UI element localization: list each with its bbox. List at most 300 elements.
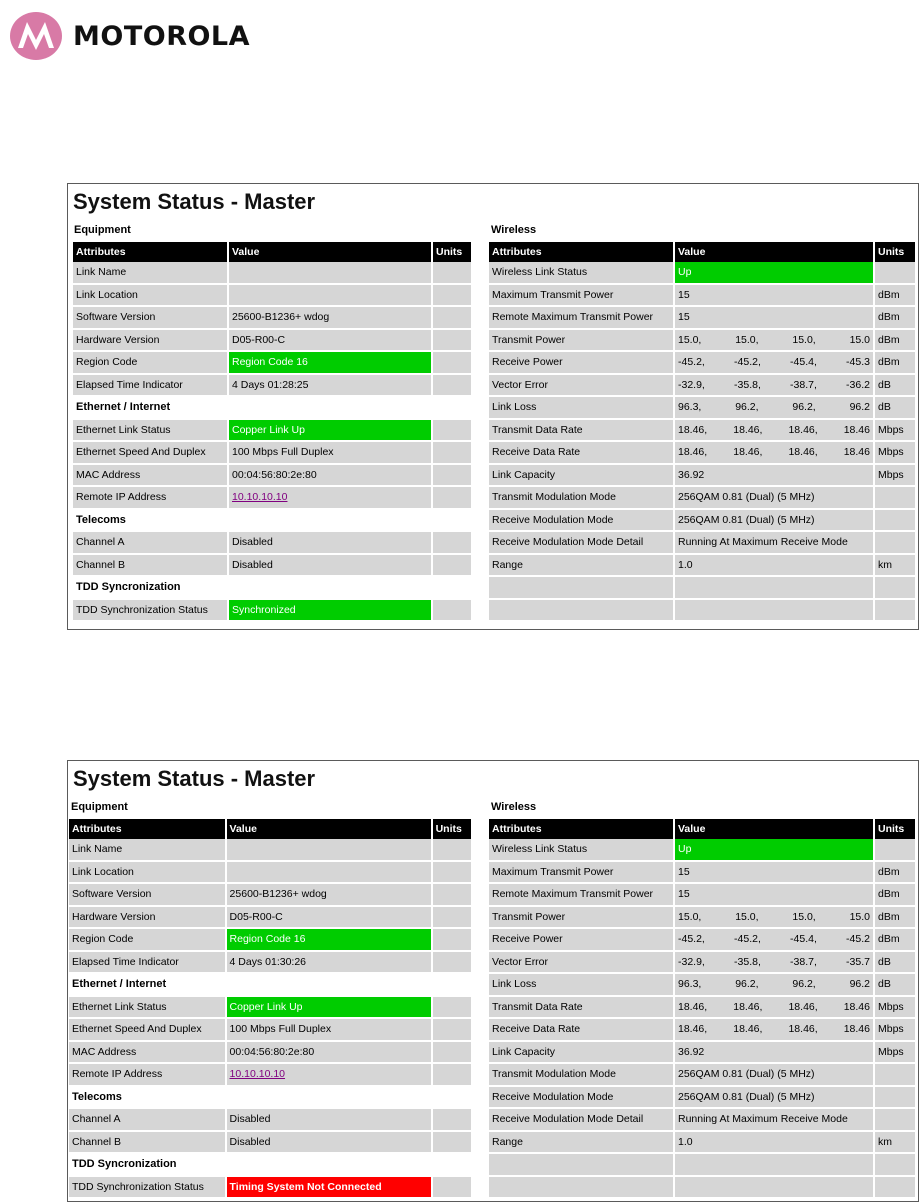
table-row [69, 929, 473, 952]
attr-mac-address: MAC Address [69, 1042, 227, 1065]
table-row [73, 285, 473, 308]
value-channel-a: Disabled [227, 1109, 433, 1132]
value-item: 18.46, [733, 1000, 763, 1013]
table-row [489, 420, 917, 443]
attr-link-capacity: Link Capacity [489, 465, 675, 488]
table-row [489, 307, 917, 330]
value-tdd-synchronization-status: Synchronized [229, 600, 433, 623]
column-header-units: Units [875, 819, 917, 839]
units-transmit-data-rate: Mbps [875, 997, 917, 1020]
attr-ethernet-speed-and-duplex: Ethernet Speed And Duplex [69, 1019, 227, 1042]
units-link-loss: dB [875, 974, 917, 997]
value-list [678, 978, 870, 990]
value-list [678, 424, 870, 436]
table-row [69, 862, 473, 885]
attr-transmit-modulation-mode: Transmit Modulation Mode [489, 487, 675, 510]
units-ethernet-speed-and-duplex [433, 442, 473, 465]
table-row [489, 974, 917, 997]
value-transmit-modulation-mode: 256QAM 0.81 (Dual) (5 MHz) [675, 487, 875, 510]
attr-remote-maximum-transmit-power: Remote Maximum Transmit Power [489, 884, 675, 907]
attr-channel-a: Channel A [73, 532, 229, 555]
attr-maximum-transmit-power: Maximum Transmit Power [489, 862, 675, 885]
value-link-name [229, 262, 433, 285]
value-list [678, 1001, 870, 1013]
value-item: 15.0, [735, 910, 759, 923]
value-wireless-link-status: Up [675, 262, 875, 285]
table-row [69, 1132, 473, 1155]
table-subheading-row [69, 974, 473, 997]
value-channel-a: Disabled [229, 532, 433, 555]
table-row [489, 862, 917, 885]
table-row [69, 907, 473, 930]
attr-region-code: Region Code [73, 352, 229, 375]
attr-link-capacity: Link Capacity [489, 1042, 675, 1065]
value-item: 15.0, [792, 333, 816, 346]
table-row [489, 1064, 917, 1087]
value-receive-data-rate [675, 1019, 875, 1042]
attr-elapsed-time-indicator: Elapsed Time Indicator [69, 952, 227, 975]
table-row [489, 929, 917, 952]
value-receive-modulation-mode-detail: Running At Maximum Receive Mode [675, 1109, 875, 1132]
attr-tdd-synchronization-status: TDD Synchronization Status [69, 1177, 227, 1200]
attr-remote-ip-address: Remote IP Address [69, 1064, 227, 1087]
units-remote-maximum-transmit-power: dBm [875, 884, 917, 907]
value-item: -35.7 [846, 955, 870, 968]
subheading-ethernet-internet: Ethernet / Internet [69, 974, 473, 997]
wireless-heading: Wireless [491, 801, 537, 813]
equipment-heading: Equipment [74, 224, 131, 236]
attr-ethernet-link-status: Ethernet Link Status [69, 997, 227, 1020]
table-row [489, 577, 917, 600]
value-mac-address: 00:04:56:80:2e:80 [229, 465, 433, 488]
units-transmit-data-rate: Mbps [875, 420, 917, 443]
attr-remote-maximum-transmit-power: Remote Maximum Transmit Power [489, 307, 675, 330]
table-row [489, 1019, 917, 1042]
table-subheading-row [69, 1154, 473, 1177]
units-channel-b [433, 555, 473, 578]
value-item: 18.46, [788, 1000, 818, 1013]
attr-link-name: Link Name [69, 839, 227, 862]
subheading-telecoms: Telecoms [73, 510, 473, 533]
value-item: 18.46, [788, 423, 818, 436]
units-channel-a [433, 532, 473, 555]
value-link-name [227, 839, 433, 862]
value-list [678, 356, 870, 368]
units-software-version [433, 884, 473, 907]
table-row [73, 375, 473, 398]
attr-receive-modulation-mode-detail: Receive Modulation Mode Detail [489, 532, 675, 555]
table-row [73, 600, 473, 623]
table-row [489, 397, 917, 420]
value-item: -35.8, [734, 378, 761, 391]
table-row [489, 285, 917, 308]
attr-transmit-data-rate: Transmit Data Rate [489, 997, 675, 1020]
value-maximum-transmit-power: 15 [675, 862, 875, 885]
units-link-capacity: Mbps [875, 1042, 917, 1065]
value-link-location [227, 862, 433, 885]
value-tdd-synchronization-status: Timing System Not Connected [227, 1177, 433, 1200]
units-receive-modulation-mode-detail [875, 1109, 917, 1132]
value-region-code: Region Code 16 [229, 352, 433, 375]
table-row [73, 307, 473, 330]
attr-transmit-power: Transmit Power [489, 330, 675, 353]
attr-range: Range [489, 1132, 675, 1155]
value-item: 18.46, [678, 1000, 708, 1013]
value-item: 96.2, [792, 978, 816, 991]
value-item: 96.3, [678, 401, 702, 414]
value-item: 18.46, [788, 1023, 818, 1036]
value-transmit-data-rate [675, 997, 875, 1020]
table-row [69, 952, 473, 975]
units-region-code [433, 929, 473, 952]
value-item: 18.46, [733, 446, 763, 459]
value-item: 18.46 [843, 1000, 870, 1013]
value-link-capacity: 36.92 [675, 465, 875, 488]
equipment-table [69, 819, 473, 1199]
value-channel-b: Disabled [227, 1132, 433, 1155]
value-item: 18.46, [733, 1023, 763, 1036]
attr-region-code: Region Code [69, 929, 227, 952]
value-item: 18.46, [678, 423, 708, 436]
table-row [73, 487, 473, 510]
subheading-tdd-syncronization: TDD Syncronization [73, 577, 473, 600]
column-header-units: Units [433, 819, 473, 839]
table-subheading-row [73, 577, 473, 600]
units-ethernet-link-status [433, 420, 473, 443]
table-row [489, 375, 917, 398]
attr-ethernet-link-status: Ethernet Link Status [73, 420, 229, 443]
value-hardware-version: D05-R00-C [227, 907, 433, 930]
units-elapsed-time-indicator [433, 375, 473, 398]
table-row [69, 997, 473, 1020]
value-list [678, 334, 870, 346]
value-link-location [229, 285, 433, 308]
attr-vector-error: Vector Error [489, 375, 675, 398]
table-row [489, 262, 917, 285]
value-elapsed-time-indicator: 4 Days 01:30:26 [227, 952, 433, 975]
value-item: -45.2, [678, 356, 705, 369]
table-row [73, 532, 473, 555]
remote-ip-link[interactable]: 10.10.10.10 [229, 1068, 286, 1081]
value-item: 18.46 [843, 1023, 870, 1036]
value-item: 15.0, [678, 333, 702, 346]
units-receive-modulation-mode [875, 510, 917, 533]
units-remote-ip-address [433, 487, 473, 510]
column-header-value: Value [675, 242, 875, 262]
units-tdd-synchronization-status [433, 600, 473, 623]
table-row [489, 1154, 917, 1177]
value-region-code: Region Code 16 [227, 929, 433, 952]
system-status-panel [67, 760, 919, 1202]
value-item: -32.9, [678, 378, 705, 391]
value-receive-modulation-mode: 256QAM 0.81 (Dual) (5 MHz) [675, 1087, 875, 1110]
table-subheading-row [73, 397, 473, 420]
value-transmit-data-rate [675, 420, 875, 443]
table-header-row [489, 819, 917, 839]
value-item: 15.0 [849, 910, 870, 923]
attr-receive-data-rate: Receive Data Rate [489, 1019, 675, 1042]
attr-hardware-version: Hardware Version [73, 330, 229, 353]
attr-receive-modulation-mode-detail: Receive Modulation Mode Detail [489, 1109, 675, 1132]
table-row [489, 1132, 917, 1155]
value-remote-maximum-transmit-power: 15 [675, 884, 875, 907]
table-header-row [489, 242, 917, 262]
value-remote-ip-address [227, 1064, 433, 1087]
units-hardware-version [433, 330, 473, 353]
table-header-row [73, 242, 473, 262]
units-range: km [875, 555, 917, 578]
value-cell-empty [675, 600, 875, 623]
column-header-attributes: Attributes [69, 819, 227, 839]
units-receive-modulation-mode-detail [875, 532, 917, 555]
units-wireless-link-status [875, 262, 917, 285]
value-transmit-modulation-mode: 256QAM 0.81 (Dual) (5 MHz) [675, 1064, 875, 1087]
attr-channel-a: Channel A [69, 1109, 227, 1132]
value-receive-power [675, 352, 875, 375]
units-receive-data-rate: Mbps [875, 442, 917, 465]
attr-cell-empty [489, 1154, 675, 1177]
units-link-name [433, 262, 473, 285]
table-row [489, 555, 917, 578]
units-tdd-synchronization-status [433, 1177, 473, 1200]
table-row [489, 1177, 917, 1200]
units-maximum-transmit-power: dBm [875, 285, 917, 308]
units-elapsed-time-indicator [433, 952, 473, 975]
units-vector-error: dB [875, 375, 917, 398]
value-item: 18.46 [843, 423, 870, 436]
column-header-attributes: Attributes [73, 242, 229, 262]
units-maximum-transmit-power: dBm [875, 862, 917, 885]
table-row [489, 839, 917, 862]
value-item: 18.46, [733, 423, 763, 436]
attr-range: Range [489, 555, 675, 578]
value-hardware-version: D05-R00-C [229, 330, 433, 353]
column-header-attributes: Attributes [489, 819, 675, 839]
table-row [73, 330, 473, 353]
table-row [69, 1177, 473, 1200]
value-receive-data-rate [675, 442, 875, 465]
attr-link-location: Link Location [69, 862, 227, 885]
table-row [489, 997, 917, 1020]
page-title: System Status - Master [73, 189, 316, 214]
table-row [69, 839, 473, 862]
table-row [489, 600, 917, 623]
subheading-tdd-syncronization: TDD Syncronization [69, 1154, 473, 1177]
attr-software-version: Software Version [73, 307, 229, 330]
value-list [678, 933, 870, 945]
table-row [489, 532, 917, 555]
units-vector-error: dB [875, 952, 917, 975]
attr-cell-empty [489, 1177, 675, 1200]
value-item: 18.46, [788, 446, 818, 459]
value-item: 15.0, [678, 910, 702, 923]
attr-maximum-transmit-power: Maximum Transmit Power [489, 285, 675, 308]
attr-channel-b: Channel B [73, 555, 229, 578]
units-software-version [433, 307, 473, 330]
table-row [489, 1109, 917, 1132]
value-receive-modulation-mode: 256QAM 0.81 (Dual) (5 MHz) [675, 510, 875, 533]
units-channel-b [433, 1132, 473, 1155]
value-ethernet-link-status: Copper Link Up [229, 420, 433, 443]
units-receive-power: dBm [875, 352, 917, 375]
units-transmit-power: dBm [875, 907, 917, 930]
value-item: -35.8, [734, 955, 761, 968]
value-item: -38.7, [790, 955, 817, 968]
value-item: 96.2, [792, 401, 816, 414]
value-item: 18.46, [678, 446, 708, 459]
attr-receive-modulation-mode: Receive Modulation Mode [489, 510, 675, 533]
attr-receive-data-rate: Receive Data Rate [489, 442, 675, 465]
value-vector-error [675, 375, 875, 398]
units-wireless-link-status [875, 839, 917, 862]
attr-mac-address: MAC Address [73, 465, 229, 488]
column-header-value: Value [229, 242, 433, 262]
value-link-loss [675, 397, 875, 420]
table-row [73, 262, 473, 285]
wireless-table [489, 242, 917, 622]
value-item: 96.2, [735, 401, 759, 414]
units-link-capacity: Mbps [875, 465, 917, 488]
attr-vector-error: Vector Error [489, 952, 675, 975]
value-wireless-link-status: Up [675, 839, 875, 862]
value-software-version: 25600-B1236+ wdog [229, 307, 433, 330]
wireless-heading: Wireless [491, 224, 537, 236]
attr-wireless-link-status: Wireless Link Status [489, 262, 675, 285]
table-row [69, 1109, 473, 1132]
value-cell-empty [675, 577, 875, 600]
value-item: 18.46, [678, 1023, 708, 1036]
value-item: -45.2, [734, 356, 761, 369]
attr-link-location: Link Location [73, 285, 229, 308]
value-transmit-power [675, 907, 875, 930]
value-remote-maximum-transmit-power: 15 [675, 307, 875, 330]
table-row [73, 465, 473, 488]
equipment-table [73, 242, 473, 622]
attr-software-version: Software Version [69, 884, 227, 907]
attr-receive-power: Receive Power [489, 929, 675, 952]
attr-elapsed-time-indicator: Elapsed Time Indicator [73, 375, 229, 398]
attr-transmit-modulation-mode: Transmit Modulation Mode [489, 1064, 675, 1087]
value-item: -45.3 [846, 356, 870, 369]
attr-ethernet-speed-and-duplex: Ethernet Speed And Duplex [73, 442, 229, 465]
value-list [678, 379, 870, 391]
value-item: -36.2 [846, 378, 870, 391]
system-status-panel [67, 183, 919, 630]
column-header-value: Value [227, 819, 433, 839]
table-row [489, 510, 917, 533]
value-item: 96.2 [849, 978, 870, 991]
column-header-units: Units [433, 242, 473, 262]
value-maximum-transmit-power: 15 [675, 285, 875, 308]
units-receive-modulation-mode [875, 1087, 917, 1110]
units-cell-empty [875, 577, 917, 600]
units-cell-empty [875, 1154, 917, 1177]
units-region-code [433, 352, 473, 375]
units-channel-a [433, 1109, 473, 1132]
value-vector-error [675, 952, 875, 975]
column-header-units: Units [875, 242, 917, 262]
brand-name: MOTOROLA [73, 20, 251, 52]
value-cell-empty [675, 1177, 875, 1200]
table-row [489, 1042, 917, 1065]
units-hardware-version [433, 907, 473, 930]
value-cell-empty [675, 1154, 875, 1177]
table-row [73, 420, 473, 443]
value-item: -38.7, [790, 378, 817, 391]
table-row [489, 952, 917, 975]
value-item: 96.2, [735, 978, 759, 991]
subheading-telecoms: Telecoms [69, 1087, 473, 1110]
value-elapsed-time-indicator: 4 Days 01:28:25 [229, 375, 433, 398]
attr-receive-modulation-mode: Receive Modulation Mode [489, 1087, 675, 1110]
value-item: -45.2 [846, 933, 870, 946]
table-row [69, 1019, 473, 1042]
attr-transmit-data-rate: Transmit Data Rate [489, 420, 675, 443]
value-item: 15.0 [849, 333, 870, 346]
table-row [73, 352, 473, 375]
attr-cell-empty [489, 600, 675, 623]
units-range: km [875, 1132, 917, 1155]
brand-logo [8, 10, 250, 62]
attr-receive-power: Receive Power [489, 352, 675, 375]
value-channel-b: Disabled [229, 555, 433, 578]
value-item: -45.4, [790, 933, 817, 946]
value-ethernet-speed-and-duplex: 100 Mbps Full Duplex [229, 442, 433, 465]
remote-ip-link[interactable]: 10.10.10.10 [232, 491, 288, 504]
units-link-location [433, 862, 473, 885]
units-cell-empty [875, 600, 917, 623]
attr-link-name: Link Name [73, 262, 229, 285]
units-link-loss: dB [875, 397, 917, 420]
table-row [489, 487, 917, 510]
value-range: 1.0 [675, 1132, 875, 1155]
units-remote-ip-address [433, 1064, 473, 1087]
value-ethernet-speed-and-duplex: 100 Mbps Full Duplex [227, 1019, 433, 1042]
attr-transmit-power: Transmit Power [489, 907, 675, 930]
table-row [73, 555, 473, 578]
value-item: -45.2, [678, 933, 705, 946]
units-receive-data-rate: Mbps [875, 1019, 917, 1042]
table-subheading-row [73, 510, 473, 533]
units-transmit-modulation-mode [875, 487, 917, 510]
value-list [678, 911, 870, 923]
value-item: 96.3, [678, 978, 702, 991]
attr-channel-b: Channel B [69, 1132, 227, 1155]
equipment-heading: Equipment [71, 801, 128, 813]
attr-wireless-link-status: Wireless Link Status [489, 839, 675, 862]
attr-remote-ip-address: Remote IP Address [73, 487, 229, 510]
table-row [489, 907, 917, 930]
table-row [69, 1042, 473, 1065]
table-row [489, 352, 917, 375]
table-row [489, 884, 917, 907]
table-row [73, 442, 473, 465]
page-title: System Status - Master [73, 766, 316, 791]
attr-tdd-synchronization-status: TDD Synchronization Status [73, 600, 229, 623]
units-remote-maximum-transmit-power: dBm [875, 307, 917, 330]
value-ethernet-link-status: Copper Link Up [227, 997, 433, 1020]
motorola-batwing-icon [8, 10, 64, 62]
attr-hardware-version: Hardware Version [69, 907, 227, 930]
subheading-ethernet-internet: Ethernet / Internet [73, 397, 473, 420]
table-row [489, 330, 917, 353]
table-row [489, 1087, 917, 1110]
value-remote-ip-address [229, 487, 433, 510]
value-transmit-power [675, 330, 875, 353]
attr-cell-empty [489, 577, 675, 600]
units-mac-address [433, 1042, 473, 1065]
table-row [489, 442, 917, 465]
